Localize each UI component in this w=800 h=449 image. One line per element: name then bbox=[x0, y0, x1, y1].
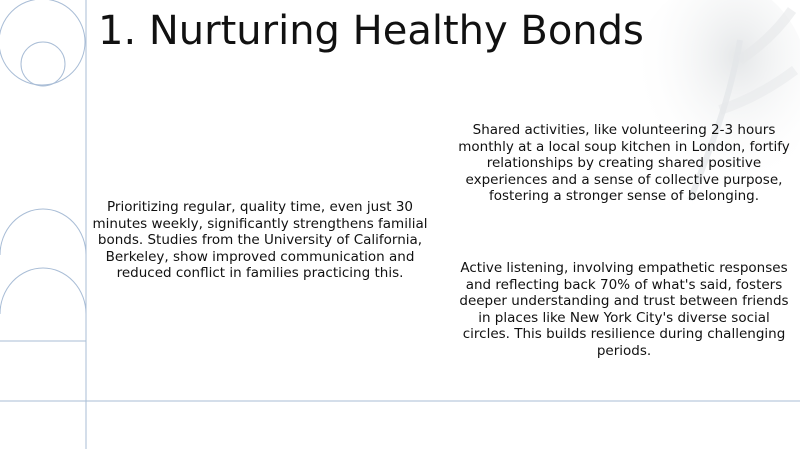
small-circle-outline bbox=[21, 42, 65, 86]
quality-time-paragraph: Prioritizing regular, quality time, even just 30 minutes weekly, significantly strengthens familial bonds. Studies from the University of California, Berkeley, show improved communication and reduced conflict in families practicing this. bbox=[92, 199, 428, 282]
active-listening-paragraph: Active listening, involving empathetic responses and reflecting back 70% of what's said, fosters deeper understanding and trust between friends in places like New York City's diverse social circles. This builds resilience during challenging periods. bbox=[459, 260, 789, 359]
shared-activities-paragraph: Shared activities, like volunteering 2-3 hours monthly at a local soup kitchen in London, fortify relationships by creating shared positive experiences and a sense of collective purpose, fostering a stronger sense of belonging. bbox=[458, 122, 790, 205]
lower-arch-outline bbox=[0, 268, 86, 314]
upper-arch-outline bbox=[0, 209, 86, 255]
slide-title: 1. Nurturing Healthy Bonds bbox=[98, 8, 644, 54]
